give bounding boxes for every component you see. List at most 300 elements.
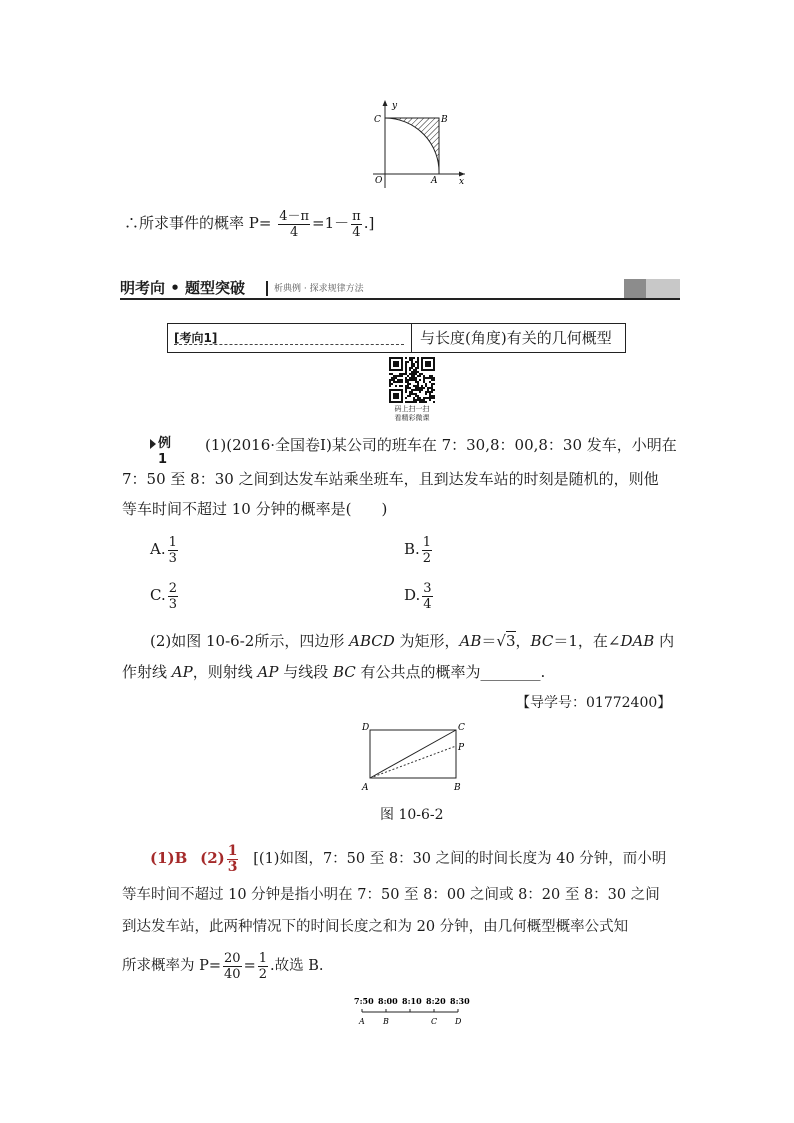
qr-module [413,389,415,391]
label-a: A [362,783,369,793]
qr-module [417,367,419,369]
p2-text-b: 为矩形， [394,632,460,650]
option-a-label: A. [150,540,166,558]
qr-module [417,359,419,361]
frac-den: 2 [422,550,432,566]
label-b: B [454,783,461,793]
frac-num: 4－π [279,208,310,224]
qr-module [393,379,395,381]
qr-module [409,383,411,385]
option-d-label: D. [404,586,421,604]
qr-module [399,373,401,375]
qr-module [423,399,425,401]
qr-module [405,369,407,371]
qr-module [401,373,403,375]
qr-module [423,377,425,379]
qr-module [417,381,419,383]
qr-module [431,385,433,387]
qr-finder [393,393,399,399]
qr-module [405,367,407,369]
qr-module [391,377,393,379]
qr-module [427,389,429,391]
qr-module [405,377,407,379]
qr-module [431,389,433,391]
option-c-fraction [168,581,178,612]
qr-module [411,373,413,375]
qr-module [419,373,421,375]
qr-module [413,375,415,377]
qr-module [433,379,435,381]
qr-finder [393,361,399,367]
qr-module [407,395,409,397]
qr-module [397,379,399,381]
diagonal-ac [370,730,456,778]
qr-module [415,399,417,401]
qr-module [429,381,431,383]
qr-module [417,387,419,389]
qr-caption-line2: 看精彩微课 [394,414,430,422]
p2-ap1: AP [171,663,193,681]
qr-module [431,375,433,377]
p2-bc2: BC [332,663,356,681]
frac-den: 3 [227,858,238,875]
qr-module [425,397,427,399]
qr-module [421,389,423,391]
qr-module [401,375,403,377]
option-d[interactable] [404,580,435,612]
qr-module [407,361,409,363]
label-a: A [431,176,438,186]
qr-module [427,387,429,389]
qr-module [413,365,415,367]
label-y: y [392,101,398,111]
qr-module [413,399,415,401]
p2-text-a: (2)如图 10-6-2所示，四边形 [150,632,350,650]
answer-line3: 到达发车站，此两种情况下的时间长度之和为 20 分钟，由几何概型概率公式知 [122,919,629,935]
qr-module [411,401,413,403]
qr-module [425,383,427,385]
time-label: 7:50 [354,996,374,1006]
qr-module [411,361,413,363]
qr-module [405,387,407,389]
qr-module [421,385,423,387]
p2-line2-b: ，则射线 [192,663,258,681]
frac-den: 3 [168,550,177,566]
qr-module [431,397,433,399]
frac-num: π [352,208,361,224]
qr-module [419,387,421,389]
fraction-1-2 [258,951,268,982]
section-bar [120,279,680,299]
qr-module [393,375,395,377]
qr-module [417,389,419,391]
time-label: 8:00 [378,996,398,1006]
answer-line1 [150,842,666,875]
qr-module [417,361,419,363]
qr-module [417,397,419,399]
qr-module [423,397,425,399]
qr-module [409,373,411,375]
answer-line4-prefix: 所求概率为 P= [122,958,222,974]
qr-code[interactable] [389,357,435,403]
qr-module [413,357,415,359]
qr-module [423,401,425,403]
qr-module [411,365,413,367]
qr-module [409,401,411,403]
qr-module [423,375,425,377]
qr-module [409,377,411,379]
qr-module [409,395,411,397]
qr-caption-line1: 码上扫一扫 [394,405,430,413]
answer-text-line1: [(1)如图，7：50 至 8：30 之间的时间长度为 40 分钟，而小明 [253,851,667,867]
figure-caption: 图 10-6-2 [380,807,444,823]
label-p: P [458,743,465,753]
topic-box-left [168,324,412,352]
option-b-label: B. [404,540,420,558]
qr-module [413,373,415,375]
qr-module [393,381,395,383]
qr-module [401,385,403,387]
qr-module [417,399,419,401]
qr-module [405,379,407,381]
frac-num: 1 [227,842,238,859]
qr-module [405,397,407,399]
p2-abcd: ABCD [349,632,395,650]
option-c[interactable] [150,580,180,612]
time-label: 8:10 [402,996,422,1006]
qr-module [421,401,423,403]
qr-module [407,381,409,383]
qr-module [433,377,435,379]
qr-module [399,385,401,387]
qr-module [429,395,431,397]
answer-eq: = [243,958,256,974]
qr-module [409,391,411,393]
qr-module [411,393,413,395]
qr-module [421,373,423,375]
topic-dashed-line [174,344,404,345]
qr-module [401,379,403,381]
section-bar-light-block [646,279,680,298]
frac-num: 1 [258,950,267,966]
qr-module [389,385,391,387]
qr-module [405,373,407,375]
frac-den: 2 [258,966,267,982]
qr-module [415,395,417,397]
qr-module [391,379,393,381]
qr-module [399,379,401,381]
qr-module [431,377,433,379]
qr-module [405,365,407,367]
qr-module [427,377,429,379]
qr-module [419,399,421,401]
option-d-fraction [422,581,432,612]
qr-module [425,377,427,379]
problem1-line3: 等车时间不超过 10 分钟的概率是( ) [122,500,388,518]
qr-module [411,363,413,365]
label-x: x [459,177,465,187]
qr-module [409,367,411,369]
p2-line2-c: 与线段 [278,663,333,681]
qr-module [399,381,401,383]
frac-num: 1 [422,534,432,550]
conclusion-eq: =1－ [312,214,350,232]
fraction-4-minus-pi [278,209,310,240]
qr-module [413,371,415,373]
qr-module [409,379,411,381]
qr-module [407,401,409,403]
answer-line2: 等车时间不超过 10 分钟是指小明在 7：50 至 8：00 之间或 8：20 至 8：30 之间 [122,887,660,903]
qr-module [409,369,411,371]
frac-num: 20 [224,950,241,966]
p2-eq2: ＝1，在∠ [553,632,621,650]
badge-text: 例1 [158,436,172,467]
qr-module [415,401,417,403]
answer-line4 [122,950,323,982]
point-label: D [455,1017,462,1026]
qr-module [429,397,431,399]
qr-module [417,395,419,397]
ray-ap [370,746,456,778]
qr-module [395,385,397,387]
qr-caption [380,405,444,423]
p2-line2-a: 作射线 [122,663,172,681]
option-b-fraction [422,535,432,566]
qr-module [413,377,415,379]
frac-num: 2 [168,580,177,596]
qr-module [391,383,393,385]
qr-module [405,361,407,363]
frac-den: 4 [352,224,361,240]
qr-module [431,379,433,381]
qr-module [415,377,417,379]
sqrt-sign-icon: √ [496,632,506,650]
timeline-figure [350,994,476,1028]
answer-2-fraction [227,844,239,875]
qr-module [433,397,435,399]
qr-module [413,369,415,371]
qr-module [423,381,425,383]
qr-module [415,371,417,373]
qr-module [413,363,415,365]
qr-module [405,381,407,383]
qr-module [405,389,407,391]
frac-den: 40 [224,966,241,982]
qr-module [395,375,397,377]
option-c-label: C. [150,586,166,604]
label-c: C [374,115,381,125]
qr-module [415,385,417,387]
frac-num: 3 [423,580,432,596]
frac-den: 4 [289,224,299,240]
qr-module [389,381,391,383]
badge-triangle-icon [150,439,156,449]
qr-module [389,373,391,375]
topic-label: [考向1] [174,331,218,345]
qr-module [415,387,417,389]
qr-module [413,397,415,399]
qr-module [431,387,433,389]
qr-module [405,357,407,359]
qr-module [415,381,417,383]
qr-module [419,401,421,403]
qr-module [421,387,423,389]
section-divider [266,281,268,296]
qr-module [419,375,421,377]
qr-module [407,379,409,381]
qr-module [431,395,433,397]
qr-module [417,357,419,359]
qr-module [393,377,395,379]
qr-module [407,385,409,387]
qr-module [409,393,411,395]
qr-module [427,397,429,399]
qr-module [429,387,431,389]
p2-dab: DAB [620,632,655,650]
qr-module [417,365,419,367]
qr-module [429,399,431,401]
answer-1: (1)B [150,849,188,867]
qr-module [415,361,417,363]
qr-module [409,357,411,359]
conclusion-prefix: ∴所求事件的概率 P= [124,214,272,232]
qr-module [411,359,413,361]
topic-title: 与长度(角度)有关的几何概型 [420,329,612,347]
point-label: A [359,1017,365,1026]
qr-module [411,389,413,391]
qr-module [413,393,415,395]
p2-comma: ， [515,632,531,650]
guide-number: 【导学号：01772400】 [516,695,672,711]
qr-module [389,379,391,381]
p2-ap2: AP [257,663,279,681]
qr-module [419,389,421,391]
problem2-line2 [122,663,545,682]
qr-module [419,397,421,399]
qr-module [431,391,433,393]
shaded-region [385,118,439,174]
qr-module [407,383,409,385]
p2-end: 内 [654,632,675,650]
label-c: C [458,723,465,733]
qr-module [399,375,401,377]
qr-module [405,371,407,373]
label-o: O [375,176,383,186]
time-label: 8:30 [450,996,470,1006]
qr-module [427,391,429,393]
p2-eq1: ＝ [481,632,497,650]
qr-module [411,371,413,373]
qr-finder [425,361,431,367]
qr-module [433,395,435,397]
quarter-circle-figure [355,96,475,192]
label-b: B [441,115,448,125]
answer-line4-suffix: .故选 B. [270,958,324,974]
qr-module [411,357,413,359]
qr-module [423,379,425,381]
p2-line2-d: 有公共点的概率为________. [355,663,546,681]
qr-module [419,379,421,381]
qr-module [415,373,417,375]
qr-module [401,381,403,383]
qr-module [405,385,407,387]
qr-module [421,399,423,401]
qr-module [405,391,407,393]
label-d: D [362,723,370,733]
qr-module [417,371,419,373]
qr-module [411,375,413,377]
option-b[interactable] [404,534,434,566]
qr-module [417,383,419,385]
qr-module [415,367,417,369]
frac-num: 1 [168,534,177,550]
qr-module [405,363,407,365]
option-a-fraction [168,535,178,566]
qr-module [397,381,399,383]
section-subtitle: 析典例 · 探求规律方法 [274,284,364,294]
qr-module [417,385,419,387]
qr-module [403,373,405,375]
qr-module [415,389,417,391]
qr-module [415,379,417,381]
time-label: 8:20 [426,996,446,1006]
answer-2-prefix: (2) [200,849,225,867]
qr-module [429,375,431,377]
qr-module [395,377,397,379]
point-label: B [383,1017,389,1026]
qr-module [429,377,431,379]
conclusion-suffix: .] [363,214,375,232]
qr-module [433,383,435,385]
frac-den: 4 [423,596,432,612]
fraction-pi-over-4 [351,209,362,240]
section-bar-dark-block [624,279,646,298]
problem1-line2: 7：50 至 8：30 之间到达发车站乘坐班车，且到达发车站的时刻是随机的，则他 [122,470,659,488]
qr-module [415,393,417,395]
qr-module [405,401,407,403]
rectangle-figure [358,720,470,798]
p2-bc: BC [530,632,554,650]
qr-module [433,389,435,391]
qr-module [397,375,399,377]
qr-module [413,401,415,403]
qr-module [411,379,413,381]
qr-module [413,385,415,387]
qr-module [411,391,413,393]
qr-module [419,391,421,393]
badge-label [158,436,171,468]
qr-module [433,401,435,403]
qr-module [395,381,397,383]
qr-module [409,359,411,361]
qr-module [425,391,427,393]
option-a[interactable] [150,534,180,566]
qr-module [417,363,419,365]
section-title: 明考向 • 题型突破 [120,279,246,297]
qr-module [415,369,417,371]
section-bar-underline [120,298,680,300]
qr-module [417,375,419,377]
frac-den: 3 [168,596,177,612]
qr-module [411,377,413,379]
p2-sqrt-value: 3 [505,632,516,650]
fraction-20-40 [223,951,242,982]
qr-module [391,373,393,375]
qr-module [429,391,431,393]
topic-box [167,323,626,353]
qr-module [425,401,427,403]
qr-module [425,385,427,387]
